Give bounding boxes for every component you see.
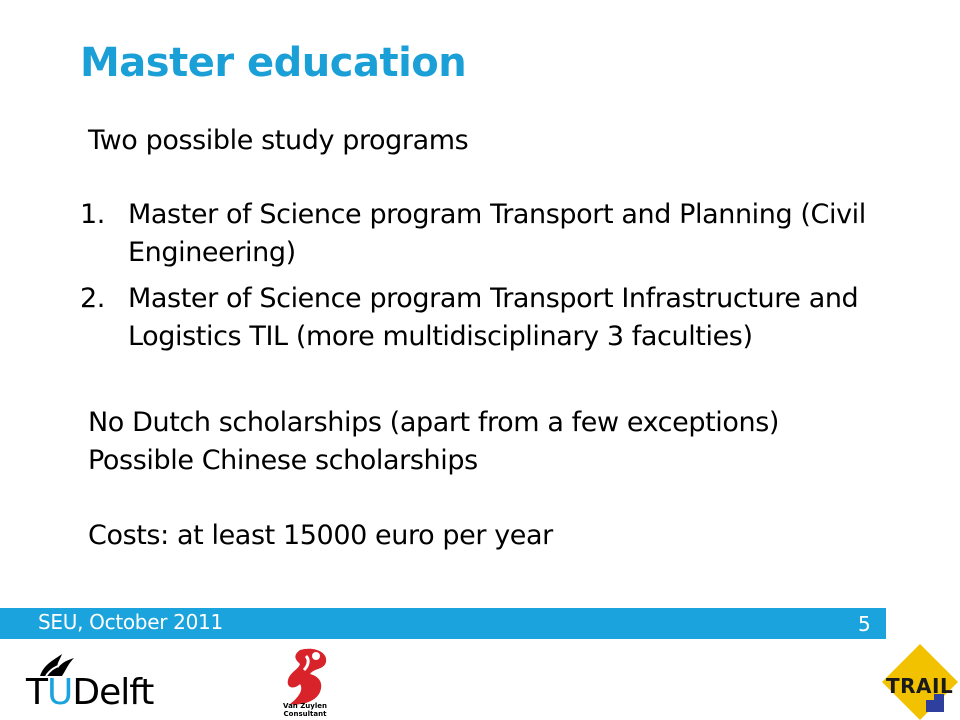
program-item-2 [80,280,918,356]
vanzuylen-logo [270,646,340,720]
tudelft-logo [26,650,186,712]
costs-text: Costs: at least 15000 euro per year [88,520,553,551]
program-text: Master of Science program Transport and Planning (Civil Engineering) [128,199,866,268]
program-item-1 [80,196,918,272]
tudelft-wordmark [26,672,153,713]
list-number: 2. [80,283,105,314]
scholarship-notes [88,404,779,480]
trail-logo [880,642,960,720]
footer-event: SEU, October 2011 [38,610,223,634]
scholarship-line: Possible Chinese scholarships [88,445,478,476]
program-text: Master of Science program Transport Infrastructure and Logistics TIL (more multidisciplinary 3 faculties) [128,283,859,352]
vanzuylen-label: Van Zuylen Consultant [283,702,327,718]
trail-wordmark: TRAIL [886,674,954,698]
dancer-icon [270,646,340,708]
tudelft-delft: Delft [72,672,154,713]
slide-subtitle: Two possible study programs [88,125,469,156]
tudelft-u: U [47,672,73,713]
slide-title: Master education [80,40,467,86]
tudelft-t: T [26,672,47,713]
list-number: 1. [80,199,105,230]
page-number: 5 [858,612,871,636]
scholarship-line: No Dutch scholarships (apart from a few exceptions) [88,407,780,438]
program-list [80,196,918,364]
